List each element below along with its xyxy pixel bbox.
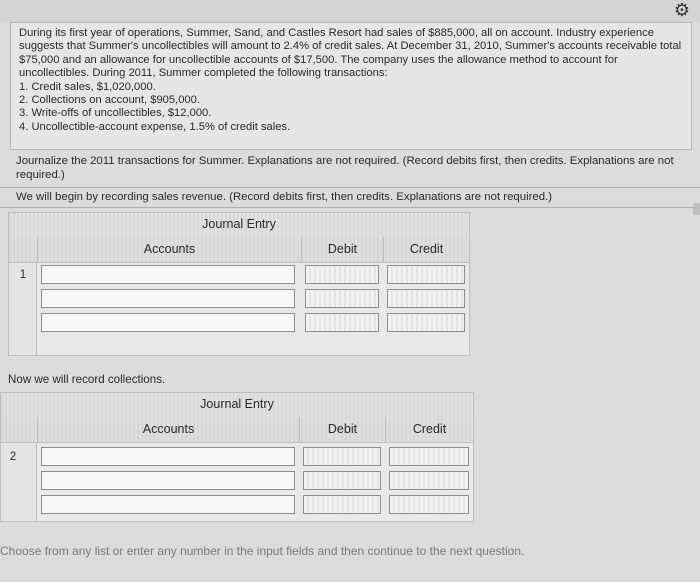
step1-instructions: We will begin by recording sales revenue. (Record debits first, then credits. Explanations are not required.)	[16, 191, 553, 203]
credit-input[interactable]	[387, 313, 465, 332]
debit-input[interactable]	[303, 471, 381, 490]
journal-header-row	[1, 417, 473, 443]
column-header-credit: Credit	[385, 417, 473, 442]
credit-input[interactable]	[387, 265, 465, 284]
column-header-debit: Debit	[299, 417, 385, 442]
top-toolbar	[0, 0, 700, 22]
debit-input[interactable]	[303, 447, 381, 466]
credit-input[interactable]	[389, 471, 469, 490]
column-header-credit: Credit	[383, 237, 469, 262]
transaction-item: 2. Collections on account, $905,000.	[19, 94, 200, 107]
journal-title: Journal Entry	[9, 213, 469, 238]
account-input[interactable]	[41, 289, 295, 308]
row-number: 2	[9, 451, 17, 463]
debit-input[interactable]	[305, 313, 379, 332]
credit-input[interactable]	[387, 289, 465, 308]
journal-entry-table-2	[0, 392, 474, 522]
debit-input[interactable]	[305, 265, 379, 284]
transaction-list	[19, 81, 683, 135]
gear-icon[interactable]: ⚙	[673, 0, 691, 20]
account-input[interactable]	[41, 495, 295, 514]
account-input[interactable]	[41, 447, 295, 466]
transaction-item: 4. Uncollectible-account expense, 1.5% of credit sales.	[19, 120, 291, 133]
journal-body	[9, 263, 469, 355]
journal-entry-table-1	[8, 212, 470, 356]
transaction-item: 1. Credit sales, $1,020,000.	[19, 80, 156, 93]
credit-input[interactable]	[389, 495, 469, 514]
main-instructions: Journalize the 2011 transactions for Summer. Explanations are not required. (Record debits first, then credits. Explanations are not required.)	[16, 155, 674, 181]
scrollbar-thumb[interactable]	[693, 203, 700, 215]
footer-instructions: Choose from any list or enter any number in the input fields and then continue to the next question.	[0, 544, 525, 558]
divider	[0, 207, 700, 208]
transaction-item: 3. Write-offs of uncollectibles, $12,000.	[19, 107, 212, 120]
divider	[0, 187, 700, 188]
column-header-debit: Debit	[301, 237, 383, 262]
row-number: 1	[19, 269, 27, 281]
debit-input[interactable]	[305, 289, 379, 308]
problem-intro: During its first year of operations, Summer, Sand, and Castles Resort had sales of $885,000, all on account. Industry experience suggests that Summer's uncollectibles will amount to 2.4% of credit sales. At December 31, 2010, Summer's accounts receivable total $75,000 and an allowance for uncollectible accounts of $17,500. The company uses the allowance method to account for uncollectibles. During 2011, Summer completed the following transactions:	[19, 27, 682, 80]
debit-input[interactable]	[303, 495, 381, 514]
account-input[interactable]	[41, 313, 295, 332]
column-header-accounts: Accounts	[37, 237, 301, 262]
journal-title: Journal Entry	[1, 393, 473, 418]
account-input[interactable]	[41, 265, 295, 284]
credit-input[interactable]	[389, 447, 469, 466]
journal-header-row	[9, 237, 469, 263]
problem-statement	[10, 22, 692, 150]
account-input[interactable]	[41, 471, 295, 490]
column-header-accounts: Accounts	[37, 417, 299, 442]
step2-instructions: Now we will record collections.	[8, 373, 166, 386]
journal-body	[1, 443, 473, 521]
